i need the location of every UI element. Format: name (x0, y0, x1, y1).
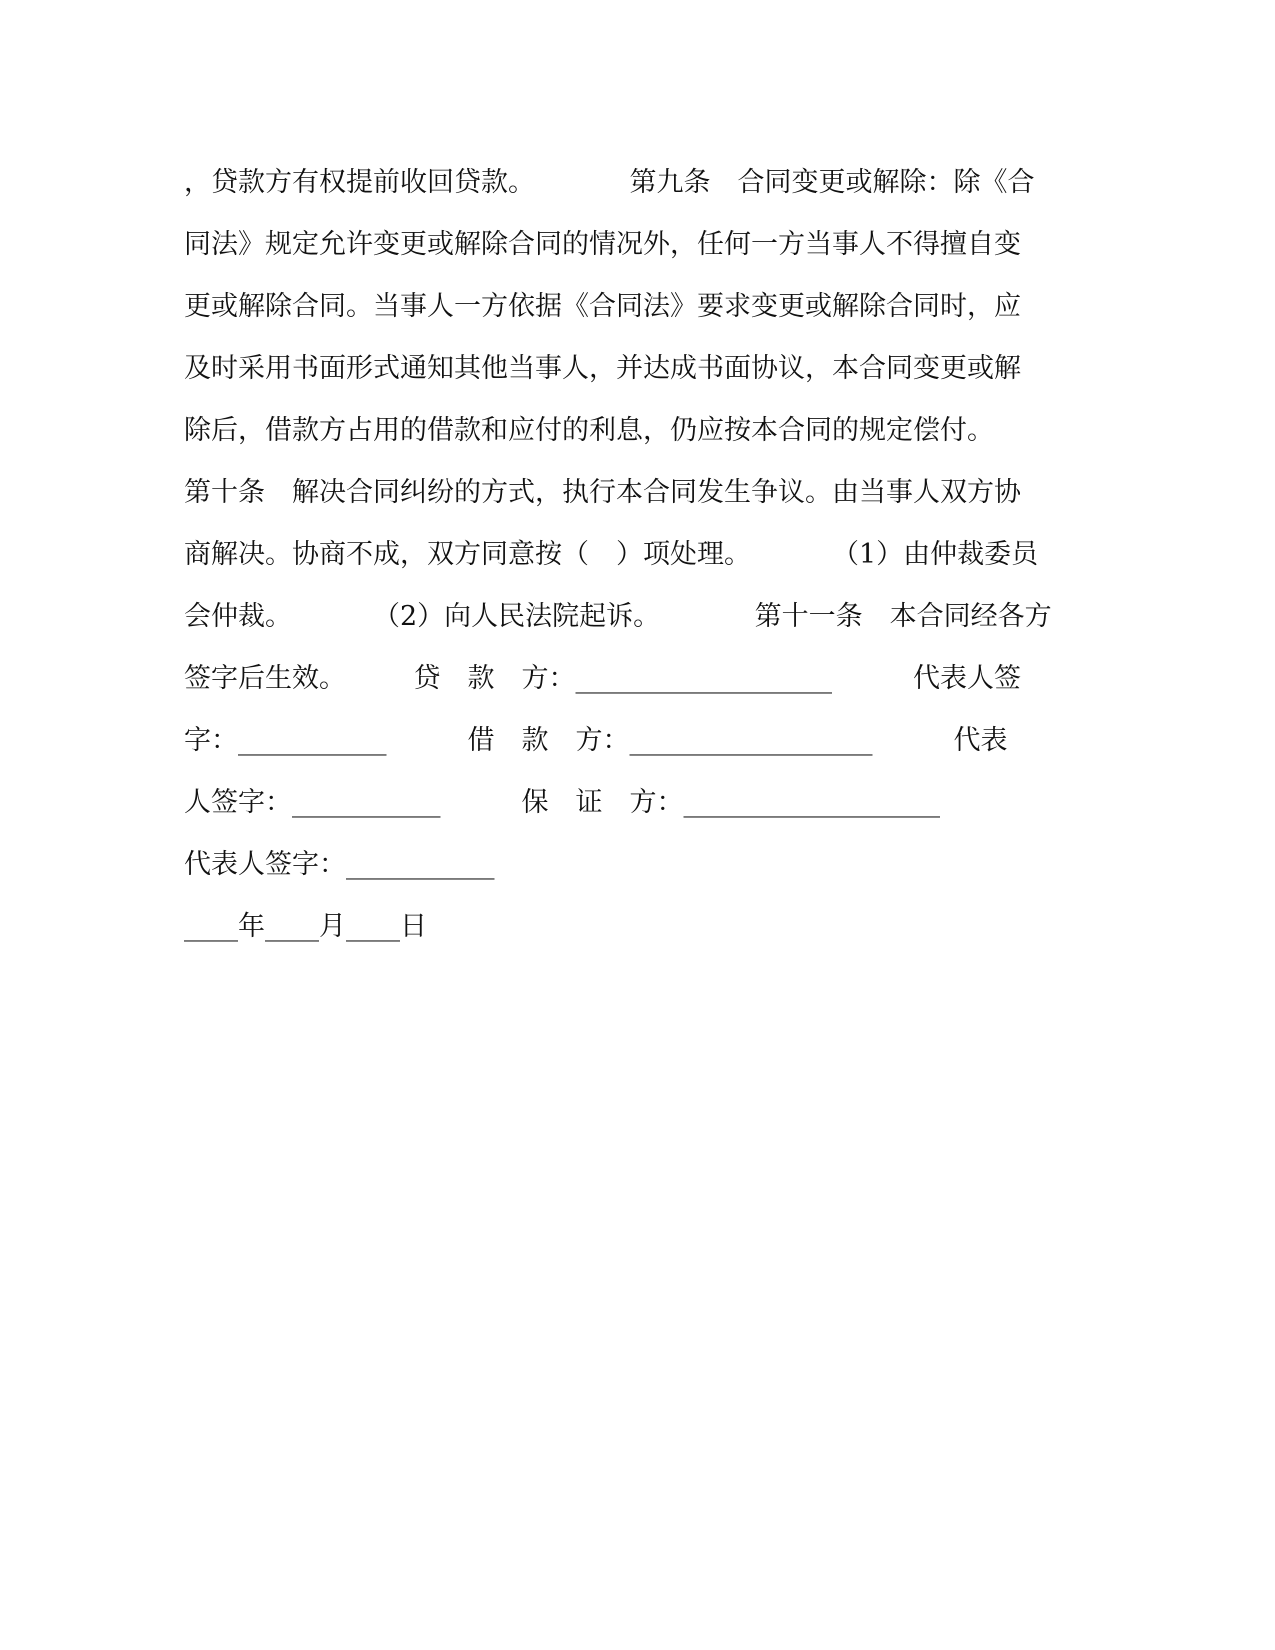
text-line: 会仲裁。 （2）向人民法院起诉。 第十一条 本合同经各方 (184, 601, 1052, 632)
signature-line-guarantor: 人签字：___________ 保 证 方：___________________ (184, 787, 940, 818)
text-line: 第十条 解决合同纠纷的方式，执行本合同发生争议。由当事人双方协 (184, 477, 1021, 508)
text-line: ，贷款方有权提前收回贷款。 第九条 合同变更或解除：除《合 (184, 167, 1035, 198)
text-line: 更或解除合同。当事人一方依据《合同法》要求变更或解除合同时，应 (184, 291, 1021, 322)
text-line: 商解决。协商不成，双方同意按（ ）项处理。 （1）由仲裁委员 (184, 539, 1039, 570)
date-line: ____年____月____日 (184, 911, 427, 942)
signature-line-representative: 代表人签字：___________ (184, 849, 495, 880)
text-line: 除后，借款方占用的借款和应付的利息，仍应按本合同的规定偿付。 (184, 415, 994, 446)
signature-line-lender: 签字后生效。 贷 款 方：___________________ 代表人签 (184, 663, 1021, 694)
text-line: 同法》规定允许变更或解除合同的情况外，任何一方当事人不得擅自变 (184, 229, 1021, 260)
signature-line-borrower: 字：___________ 借 款 方：__________________ 代表 (184, 725, 1008, 756)
text-line: 及时采用书面形式通知其他当事人，并达成书面协议，本合同变更或解 (184, 353, 1021, 384)
